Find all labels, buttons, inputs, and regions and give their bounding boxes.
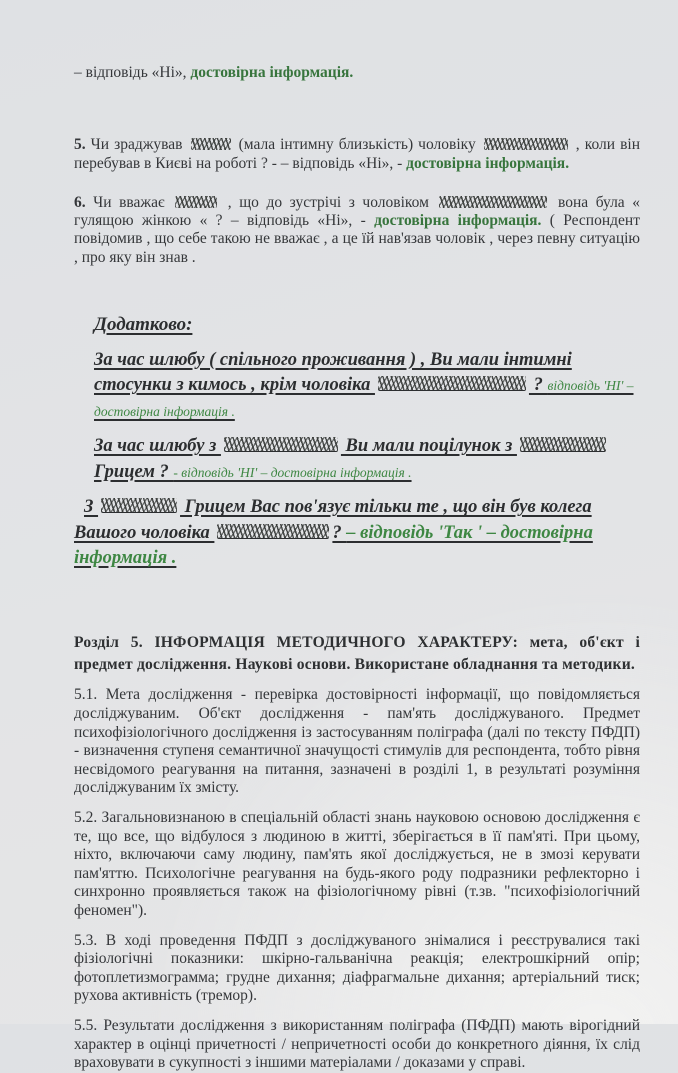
verdict-text: - відповідь 'НІ' – достовірна інформація .: [173, 464, 412, 480]
paragraph-5-3: [74, 932, 640, 1006]
section-5-heading: [74, 632, 640, 676]
question-text: , що до зустрічі з чоловіком: [220, 193, 437, 211]
verdict-text: достовірна інформація.: [190, 64, 354, 81]
question-text: (мала інтимну близькість) чоловіку: [233, 136, 481, 154]
paragraph-5-1: [74, 686, 640, 798]
question-text: , коли він перебував в Києві на роботі ? - – відповідь «Ні», -: [74, 136, 640, 172]
additional-heading: Додатково:: [94, 313, 193, 335]
paragraph-number: 5.5.: [74, 1016, 98, 1034]
paragraph-text: Результати дослідження з використанням поліграфа (ПФДП) мають вірогідний характер в оцінці причетності / непричетності особи до конкретного діяння, їх слід враховувати в сукупності з іншими матеріалами / доказами у справі.: [74, 1016, 640, 1072]
redacted-name: [101, 498, 177, 513]
question-text: Чи вважає: [85, 193, 173, 211]
respondent-note: ( Респондент повідомив , що себе такою не вважає , а це їй нав'язав чоловік , через певну ситуацію , про яку він знав .: [74, 212, 640, 266]
section-heading-text: Розділ 5. ІНФОРМАЦІЯ МЕТОДИЧНОГО ХАРАКТЕРУ: мета, об'єкт і предмет дослідження. Наукові основи. Використане обладнання та методики.: [74, 633, 640, 673]
verdict-text: достовірна інформація.: [406, 154, 570, 172]
answer-intro-line: [74, 64, 640, 82]
redacted-name: [484, 138, 568, 150]
redacted-name: [520, 437, 606, 452]
question-text: Ви мали поцілунок з: [340, 436, 517, 457]
question-number: 5.: [74, 136, 86, 154]
paragraph-number: 5.1.: [74, 686, 98, 704]
redacted-name: [191, 138, 231, 150]
redacted-name: [224, 437, 338, 452]
redacted-name: [378, 376, 526, 391]
paragraph-5-5: [74, 1017, 640, 1073]
question-text: За час шлюбу ( спільного проживання ) , Ви мали інтимні стосунки з кимось , крім чоловіка: [94, 349, 572, 396]
paragraph-5-2: [74, 809, 640, 921]
redacted-name: [439, 196, 547, 208]
question-5: [74, 136, 640, 173]
additional-question-3: [74, 495, 640, 572]
question-text: ?: [332, 522, 347, 543]
additional-section: [74, 313, 640, 572]
answer-prefix: – відповідь «Ні»,: [74, 64, 191, 81]
paragraph-text: В ході проведення ПФДП з досліджуваного знімалися і реєструвалися такі фізіологічні показники: шкірно-гальванічна реакція; електрошкірний опір; фотоплетизмограмма; грудне дихання; діафрагмальне дихання; артеріальний тиск; рухова активність (тремор).: [74, 931, 640, 1005]
paragraph-number: 5.2.: [74, 809, 98, 826]
paragraph-text: Мета дослідження - перевірка достовірності інформації, що повідомляється досліджуваним. Об'єкт дослідження - пам'ять досліджуваного. Предмет психофізіологічного дослідження із застосуванням поліграфа (далі по тексту ПФДП) - визначення ступеня семантичної значущості стимулів для респондента, тобто рівня несвідомого реагування на питання, зазначені в розділі 1, в результаті розуміння досліджуваним їх змісту.: [74, 686, 640, 797]
verdict-text: достовірна інформація.: [374, 212, 542, 230]
redacted-name: [175, 196, 217, 208]
question-text: Грицем ?: [94, 461, 174, 482]
verdict-text: відповідь 'НІ' – достовірна інформація .: [94, 378, 634, 419]
question-text: вона була « гулящою жінкою « ? – відповідь «Ні», -: [74, 193, 640, 230]
verdict-text: – відповідь 'Так ' – достовірна інформація .: [74, 522, 593, 569]
question-number: 6.: [74, 193, 86, 211]
question-text: ?: [528, 375, 548, 396]
question-text: За час шлюбу з: [94, 436, 221, 457]
question-text: Чи зраджував: [85, 136, 188, 154]
paragraph-text: Загальновизнаною в спеціальній області знань науковою основою дослідження є те, що все, що відбулося з людиною в житті, зберігається в її пам'яті. При цьому, ніхто, включаючи саму людину, пам'ять якої досліджується, не в змозі керувати пам'яттю. Психологічне реагування на будь-якого роду подразники рефлекторно і синхронно проявляється також на фізіологічному рівні (т.зв. "психофізіологічний феномен").: [74, 809, 640, 919]
question-6: [74, 194, 640, 267]
question-text: Грицем Вас пов'язує тільки те , що він був колега Вашого чоловіка: [74, 497, 592, 543]
redacted-name: [217, 524, 329, 539]
additional-question-2: [94, 434, 640, 485]
additional-question-1: [94, 348, 640, 425]
paragraph-number: 5.3.: [74, 931, 98, 949]
question-text: З: [84, 497, 99, 518]
